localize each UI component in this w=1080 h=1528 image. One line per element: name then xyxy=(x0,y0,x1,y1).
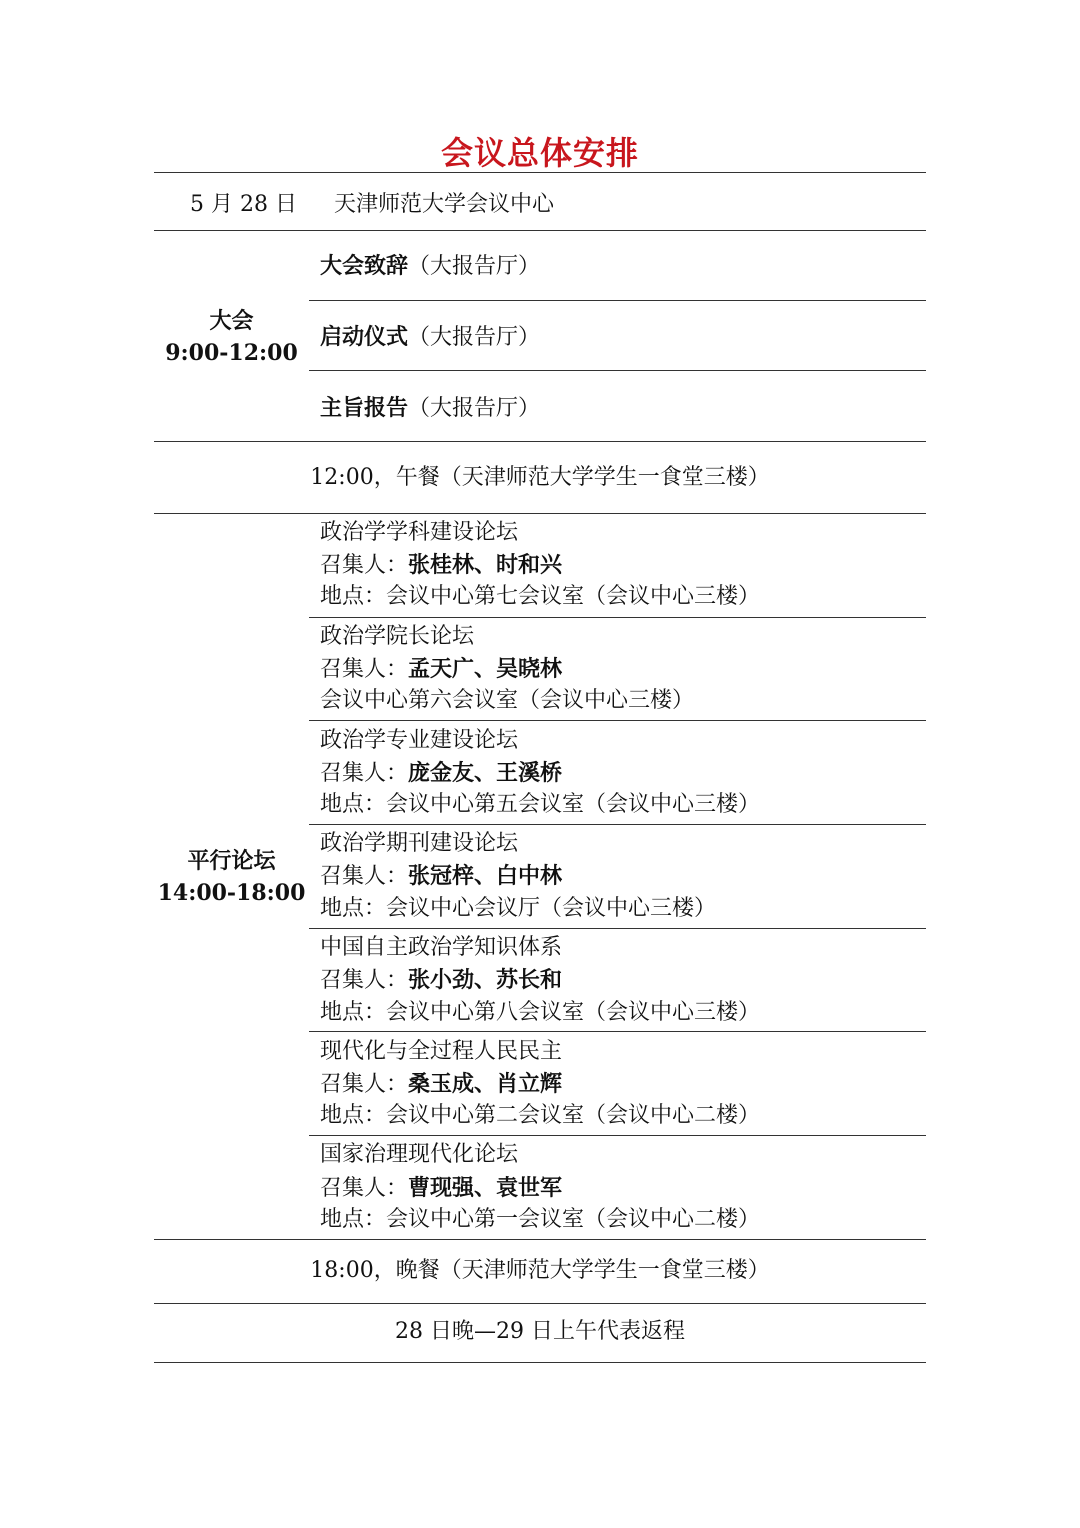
date-label: 5 月 28 日 xyxy=(190,192,297,217)
plenary-item xyxy=(320,323,540,352)
plenary-time: 9:00-12:00 xyxy=(165,340,298,366)
plenary-item-name: 主旨报告 xyxy=(320,395,409,421)
divider xyxy=(154,513,926,514)
lunch-row: 12:00，午餐（天津师范大学学生一食堂三楼） xyxy=(310,465,770,490)
venue-label: 天津师范大学会议中心 xyxy=(334,192,555,217)
divider xyxy=(309,720,926,721)
convener-names: 桑玉成、肖立辉 xyxy=(408,1071,563,1097)
divider xyxy=(309,928,926,929)
page-title: 会议总体安排 xyxy=(440,134,639,172)
divider xyxy=(309,617,926,618)
convener-label: 召集人： xyxy=(320,553,409,578)
forum-name: 政治学期刊建设论坛 xyxy=(320,831,519,856)
forum-name: 国家治理现代化论坛 xyxy=(320,1142,519,1167)
forum-location: 会议中心第六会议室（会议中心三楼） xyxy=(320,688,695,713)
forum-conveners xyxy=(320,1070,562,1099)
forum-location: 地点：会议中心会议厅（会议中心三楼） xyxy=(320,896,717,921)
convener-label: 召集人： xyxy=(320,864,409,889)
forum-conveners xyxy=(320,551,562,580)
plenary-title: 大会 xyxy=(209,308,254,334)
convener-names: 曹现强、袁世军 xyxy=(408,1175,563,1201)
plenary-item xyxy=(320,252,540,281)
forum-conveners xyxy=(320,966,562,995)
divider xyxy=(154,1239,926,1240)
convener-names: 庞金友、王溪桥 xyxy=(408,760,563,786)
divider xyxy=(309,1031,926,1032)
forum-name: 政治学学科建设论坛 xyxy=(320,520,519,545)
forum-location: 地点：会议中心第七会议室（会议中心三楼） xyxy=(320,584,761,609)
divider xyxy=(154,1362,926,1363)
divider xyxy=(154,441,926,442)
convener-names: 张小劲、苏长和 xyxy=(408,967,563,993)
parallel-time: 14:00-18:00 xyxy=(157,880,306,906)
divider xyxy=(309,1135,926,1136)
forum-name: 中国自主政治学知识体系 xyxy=(320,935,563,960)
divider xyxy=(309,300,926,301)
plenary-item-place: （大报告厅） xyxy=(408,325,541,350)
forum-location: 地点：会议中心第二会议室（会议中心二楼） xyxy=(320,1103,761,1128)
forum-name: 政治学院长论坛 xyxy=(320,624,475,649)
convener-label: 召集人： xyxy=(320,657,409,682)
forum-location: 地点：会议中心第八会议室（会议中心三楼） xyxy=(320,1000,761,1025)
divider xyxy=(154,172,926,173)
divider xyxy=(154,1303,926,1304)
plenary-item-name: 启动仪式 xyxy=(320,324,409,350)
plenary-item-name: 大会致辞 xyxy=(320,253,409,279)
dinner-row: 18:00，晚餐（天津师范大学学生一食堂三楼） xyxy=(310,1258,770,1283)
forum-location: 地点：会议中心第五会议室（会议中心三楼） xyxy=(320,792,761,817)
divider xyxy=(154,230,926,231)
forum-name: 现代化与全过程人民民主 xyxy=(320,1039,563,1064)
forum-name: 政治学专业建设论坛 xyxy=(320,728,519,753)
convener-label: 召集人： xyxy=(320,1072,409,1097)
convener-label: 召集人： xyxy=(320,1176,409,1201)
convener-label: 召集人： xyxy=(320,761,409,786)
convener-names: 孟天广、吴晓林 xyxy=(408,656,563,682)
forum-conveners xyxy=(320,655,562,684)
forum-conveners xyxy=(320,862,562,891)
divider xyxy=(309,370,926,371)
convener-names: 张冠梓、白中林 xyxy=(408,863,563,889)
plenary-item-place: （大报告厅） xyxy=(408,254,541,279)
return-row: 28 日晚—29 日上午代表返程 xyxy=(395,1319,685,1344)
parallel-label xyxy=(154,845,309,909)
plenary-label xyxy=(154,305,309,369)
forum-location: 地点：会议中心第一会议室（会议中心二楼） xyxy=(320,1207,761,1232)
plenary-item-place: （大报告厅） xyxy=(408,396,541,421)
convener-label: 召集人： xyxy=(320,968,409,993)
parallel-title: 平行论坛 xyxy=(187,848,276,874)
forum-conveners xyxy=(320,759,562,788)
plenary-item xyxy=(320,394,540,423)
convener-names: 张桂林、时和兴 xyxy=(408,552,563,578)
divider xyxy=(309,824,926,825)
forum-conveners xyxy=(320,1174,562,1203)
